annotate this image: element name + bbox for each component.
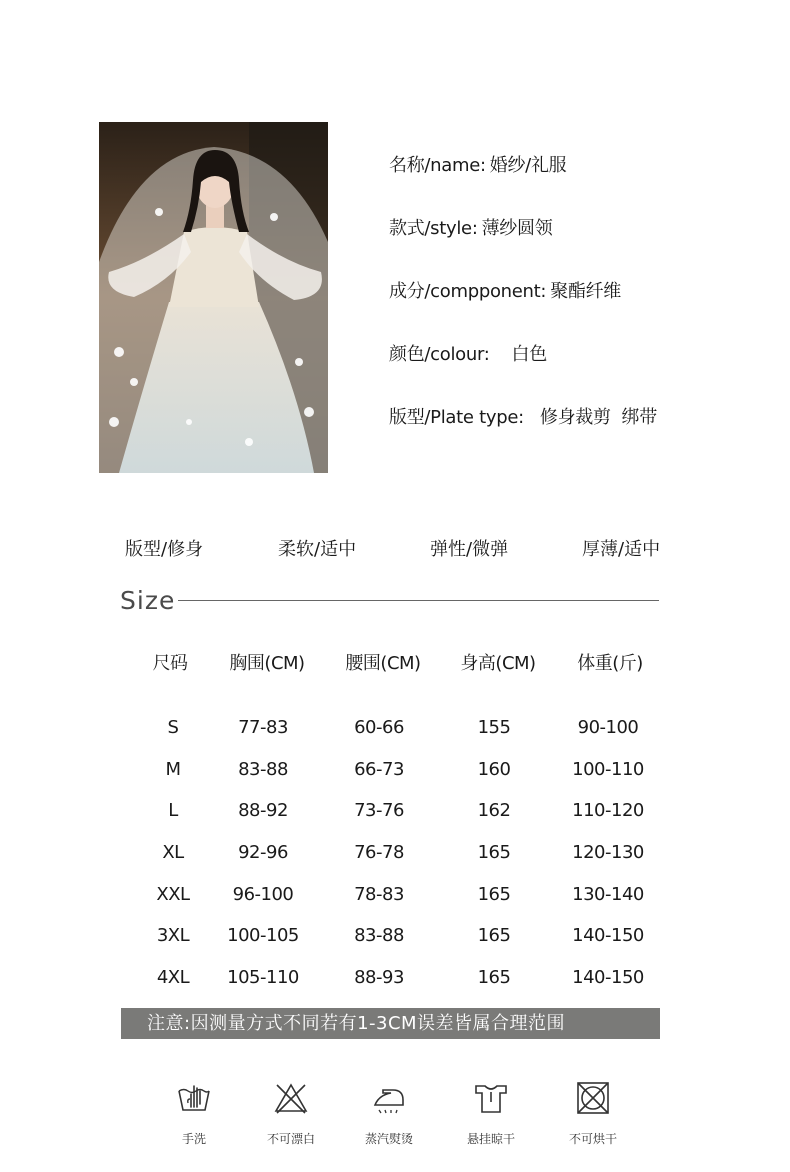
table-cell: 160 bbox=[477, 758, 511, 780]
no-bleach-icon bbox=[273, 1080, 309, 1116]
info-value: 聚酯纤维 bbox=[550, 281, 621, 302]
header-cell: 尺码 bbox=[152, 653, 188, 674]
info-value: 白色 bbox=[511, 344, 547, 365]
table-cell: M bbox=[165, 758, 181, 780]
info-value: 修身裁剪 绑带 bbox=[539, 407, 657, 428]
care-item-no-tumble-dry bbox=[548, 1080, 638, 1147]
size-table-header bbox=[0, 650, 790, 714]
info-label: 款式/style: bbox=[389, 218, 478, 239]
steam-iron-icon bbox=[371, 1080, 407, 1116]
info-label: 版型/Plate type: bbox=[389, 407, 524, 428]
table-cell: 100-105 bbox=[227, 925, 299, 947]
care-instructions bbox=[0, 1080, 790, 1150]
attributes-row bbox=[0, 535, 790, 561]
attribute-fit: 版型/修身 bbox=[125, 539, 204, 560]
header-cell: 腰围(CM) bbox=[345, 653, 421, 674]
table-cell: 165 bbox=[477, 842, 511, 864]
table-cell: 83-88 bbox=[238, 758, 288, 780]
table-cell: 83-88 bbox=[354, 925, 404, 947]
table-cell: XXL bbox=[156, 883, 190, 905]
table-cell: 165 bbox=[477, 883, 511, 905]
table-cell: 66-73 bbox=[354, 758, 404, 780]
care-label: 悬挂晾干 bbox=[466, 1132, 515, 1146]
table-cell: 162 bbox=[477, 800, 511, 822]
table-cell: 110-120 bbox=[572, 800, 644, 822]
care-item-hang-dry bbox=[446, 1080, 536, 1147]
table-row bbox=[0, 922, 790, 964]
size-divider bbox=[178, 600, 659, 601]
hand-wash-icon bbox=[176, 1080, 212, 1116]
table-cell: 130-140 bbox=[572, 883, 644, 905]
table-cell: 100-110 bbox=[572, 758, 644, 780]
table-cell: 4XL bbox=[156, 967, 190, 989]
table-cell: 96-100 bbox=[232, 883, 294, 905]
care-label: 手洗 bbox=[181, 1132, 206, 1146]
attribute-softness: 柔软/适中 bbox=[278, 539, 357, 560]
table-cell: XL bbox=[162, 842, 184, 864]
table-row bbox=[0, 756, 790, 798]
header-cell: 体重(斤) bbox=[577, 653, 643, 674]
hang-dry-icon bbox=[473, 1080, 509, 1116]
info-row-name bbox=[389, 152, 657, 215]
table-cell: 3XL bbox=[156, 925, 190, 947]
table-cell: 105-110 bbox=[227, 967, 299, 989]
table-cell: 120-130 bbox=[572, 842, 644, 864]
table-row bbox=[0, 839, 790, 881]
info-row-style bbox=[389, 215, 657, 278]
table-cell: 140-150 bbox=[572, 967, 644, 989]
measurement-note: 注意:因测量方式不同若有1-3CM误差皆属合理范围 bbox=[121, 1008, 660, 1039]
table-cell: 76-78 bbox=[354, 842, 404, 864]
info-row-plate-type bbox=[389, 404, 657, 467]
info-label: 成分/compponent: bbox=[389, 281, 547, 302]
no-tumble-dry-icon bbox=[575, 1080, 611, 1116]
attribute-elasticity: 弹性/微弹 bbox=[430, 539, 509, 560]
size-heading: Size bbox=[120, 586, 176, 615]
table-cell: 78-83 bbox=[354, 883, 404, 905]
table-row bbox=[0, 797, 790, 839]
wedding-dress-image bbox=[99, 122, 328, 473]
header-cell: 胸围(CM) bbox=[229, 653, 305, 674]
table-cell: 90-100 bbox=[577, 717, 639, 738]
table-cell: 88-93 bbox=[354, 967, 404, 989]
table-cell: L bbox=[168, 800, 178, 822]
info-row-colour bbox=[389, 341, 657, 404]
care-item-hand-wash bbox=[149, 1080, 239, 1147]
table-row bbox=[0, 881, 790, 923]
product-photo bbox=[99, 122, 328, 473]
care-label: 不可烘干 bbox=[568, 1132, 617, 1146]
info-row-component bbox=[389, 278, 657, 341]
table-cell: S bbox=[167, 717, 179, 738]
table-row bbox=[0, 964, 790, 1006]
header-cell: 身高(CM) bbox=[460, 653, 536, 674]
product-info bbox=[389, 152, 657, 467]
care-item-steam-iron bbox=[344, 1080, 434, 1147]
table-row bbox=[0, 714, 790, 756]
table-cell: 165 bbox=[477, 925, 511, 947]
table-cell: 92-96 bbox=[238, 842, 288, 864]
table-cell: 88-92 bbox=[238, 800, 288, 822]
attribute-thickness: 厚薄/适中 bbox=[582, 539, 661, 560]
care-label: 蒸汽熨烫 bbox=[364, 1132, 413, 1146]
table-cell: 165 bbox=[477, 967, 511, 989]
info-label: 名称/name: bbox=[389, 155, 486, 176]
care-item-no-bleach bbox=[246, 1080, 336, 1147]
table-cell: 140-150 bbox=[572, 925, 644, 947]
info-value: 婚纱/礼服 bbox=[489, 155, 567, 176]
care-label: 不可漂白 bbox=[266, 1132, 315, 1146]
table-cell: 60-66 bbox=[354, 717, 404, 738]
info-label: 颜色/colour: bbox=[389, 344, 490, 365]
table-cell: 73-76 bbox=[354, 800, 404, 822]
info-value: 薄纱圆领 bbox=[481, 218, 553, 239]
size-table bbox=[0, 650, 790, 1006]
table-cell: 77-83 bbox=[238, 717, 288, 738]
table-cell: 155 bbox=[477, 717, 511, 738]
